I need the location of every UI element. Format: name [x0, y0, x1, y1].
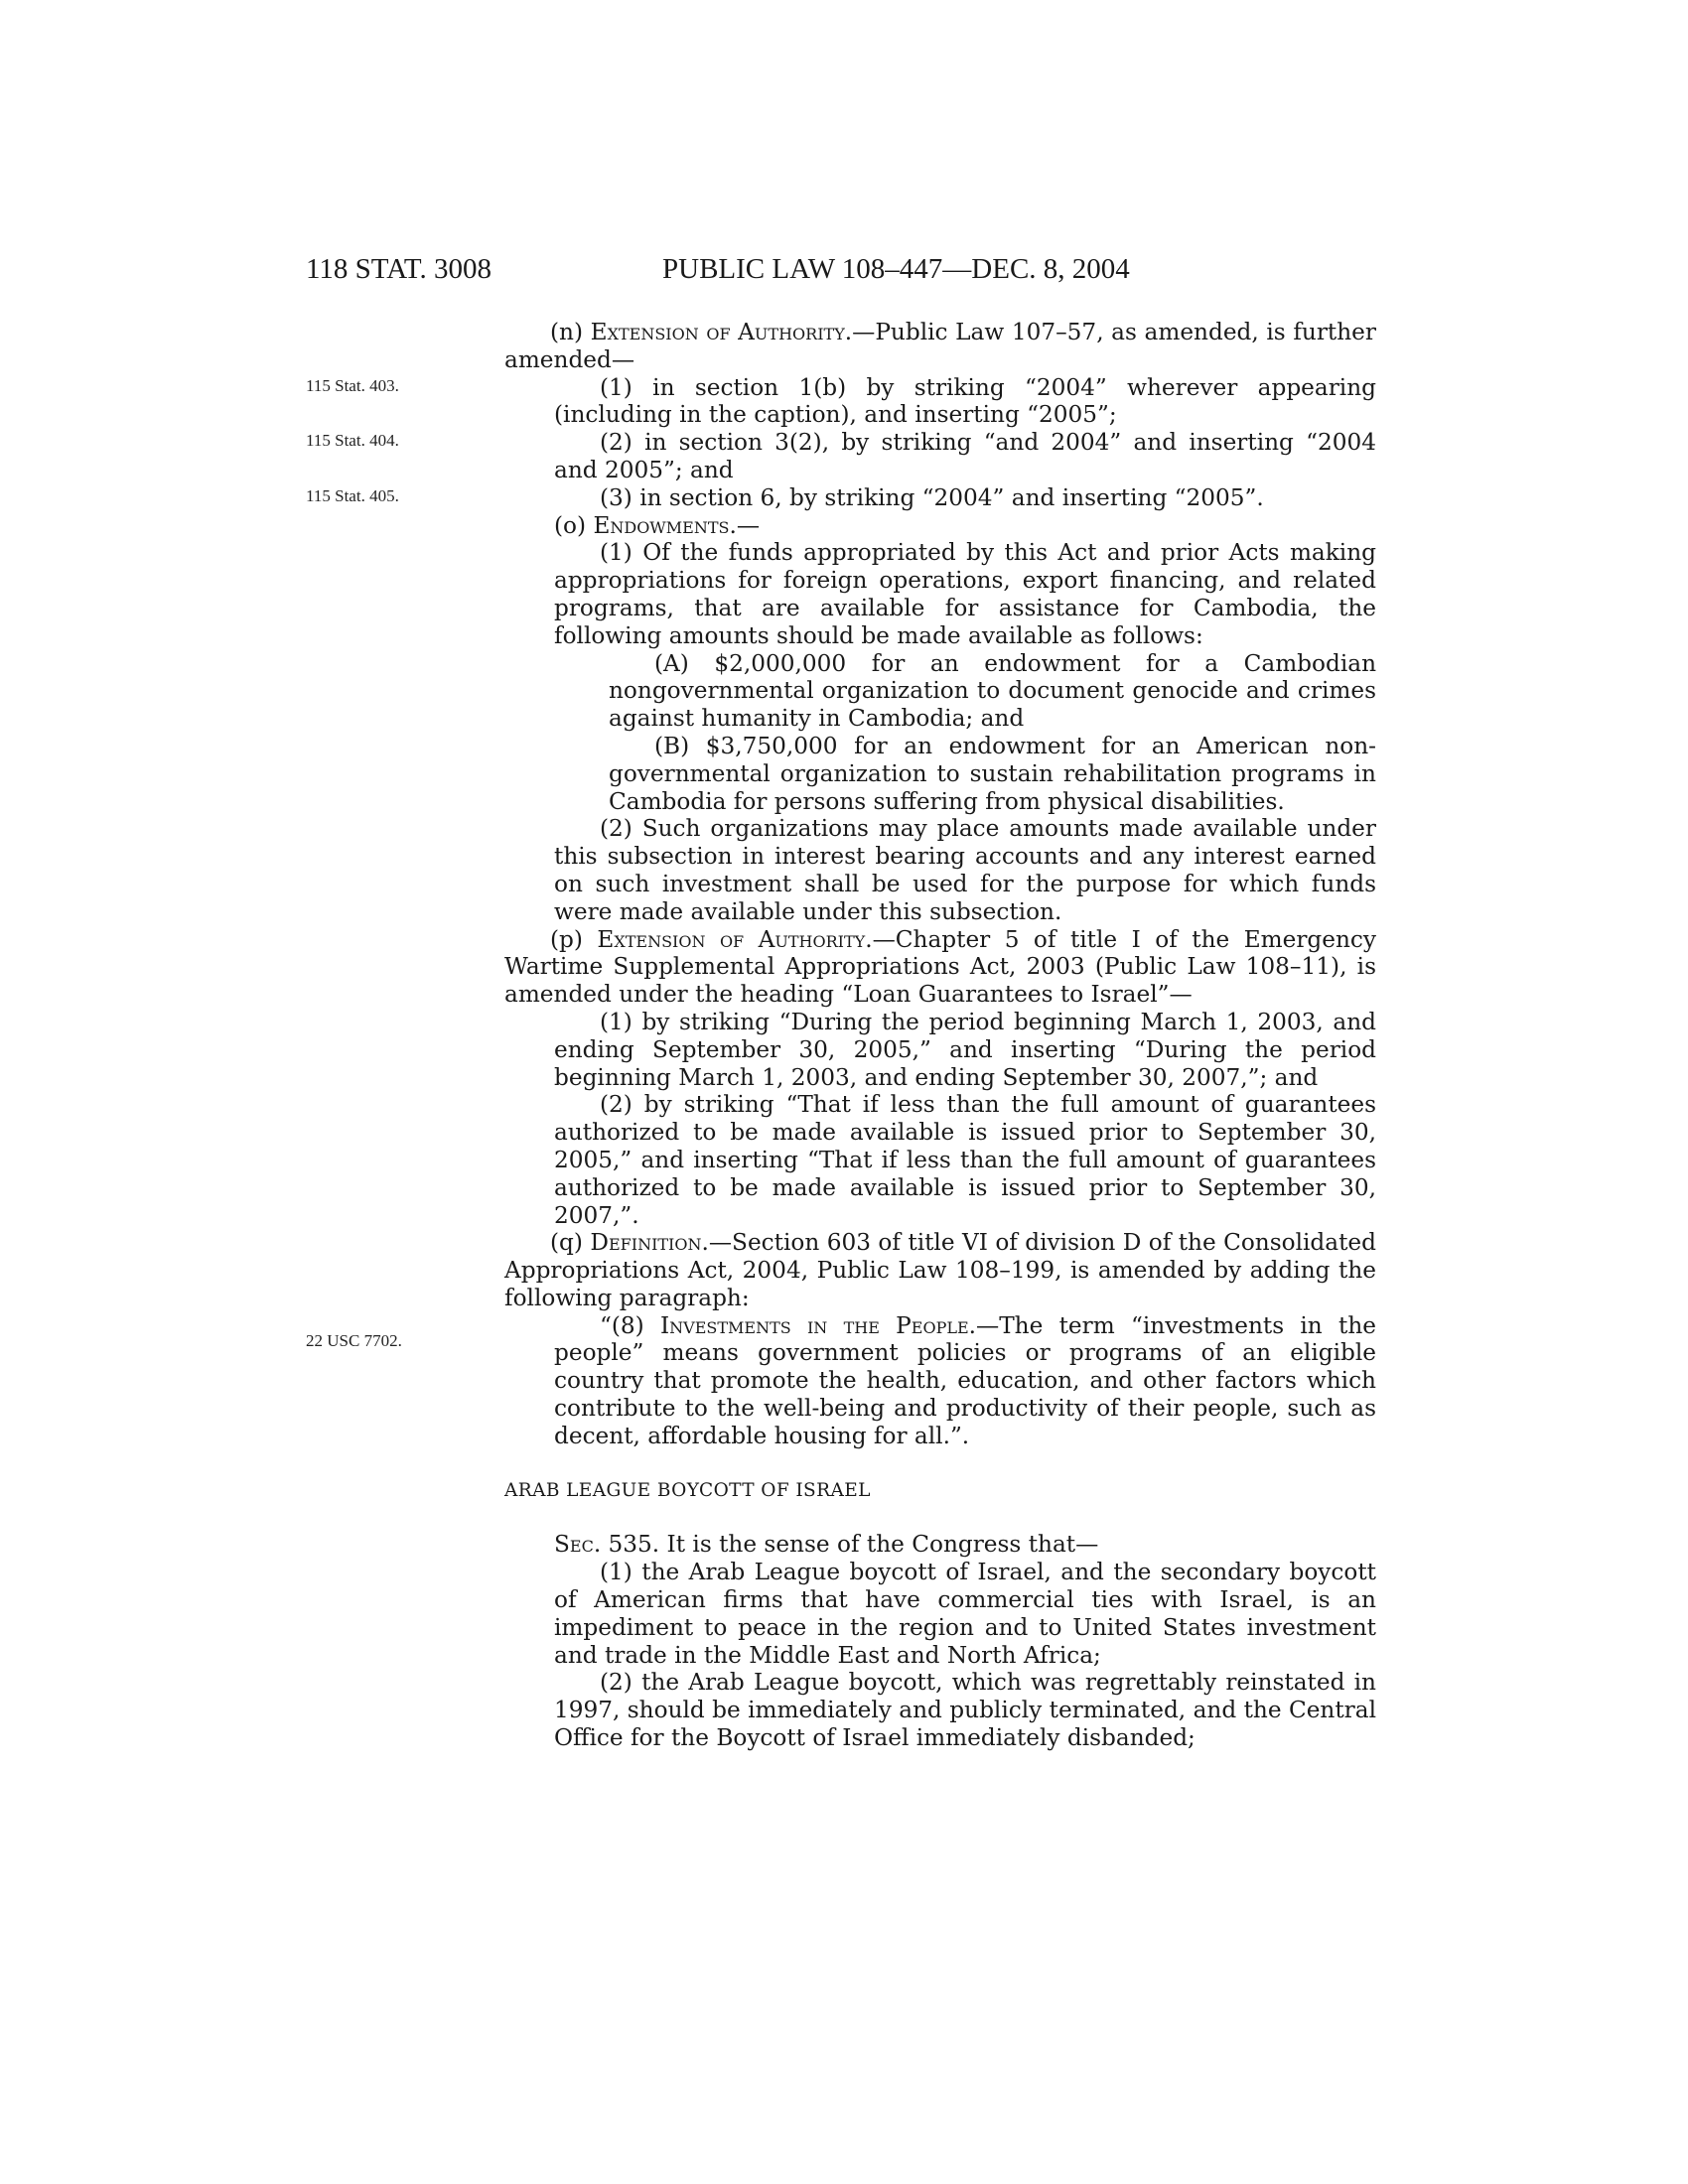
margin-note: 22 USC 7702. [306, 1331, 402, 1350]
subsection-text: .— [729, 511, 761, 539]
running-title: PUBLIC LAW 108–447—DEC. 8, 2004 [662, 253, 1130, 285]
subsection-label: (o) [554, 511, 594, 539]
section-text: . 535. It is the sense of the Congress that— [593, 1531, 1099, 1559]
paragraph-o1: (1) Of the funds appropriated by this Act and prior Acts making appropriations for foreign operations, export financing, and related programs, that are available for assistance for Cambodia, the following amounts should be made available as follows: [554, 539, 1376, 649]
subparagraph-o1A: (A) $2,000,000 for an endowment for a Cambodian nongovernmental organization to document genocide and crimes against humanity in Cambodia; and [609, 649, 1376, 733]
paragraph-o2: (2) Such organizations may place amounts made available under this subsection in interest bearing accounts and any interest earned on such investment shall be used for the purpose for which funds were made available under this subsection. [554, 815, 1376, 925]
paragraph-q8 [504, 1312, 1376, 1450]
stat-page-number: 118 STAT. 3008 [306, 253, 492, 285]
subsection-label: (q) [550, 1229, 591, 1257]
paragraph-535-1: (1) the Arab League boycott of Israel, and the secondary boycott of American firms that have commercial ties with Israel, is an impediment to peace in the region and to United States investment and trade in the Middle East and North Africa; [554, 1559, 1376, 1669]
margin-note: 115 Stat. 404. [306, 431, 399, 450]
subsection-q [504, 1229, 1376, 1311]
paragraph-p2: (2) by striking “That if less than the full amount of guarantees authorized to be made available is issued prior to September 30, 2005,” and inserting “That if less than the full amount of guarantees authorized to be made available is issued prior to September 30, 2007,”. [554, 1091, 1376, 1229]
section-label: Sec [554, 1531, 594, 1559]
subparagraph-o1B: (B) $3,750,000 for an endowment for an American non-governmental organization to sustain rehabilitation programs in Cambodia for persons suffering from physical disabilities. [609, 732, 1376, 815]
subsection-n [504, 319, 1376, 374]
margin-note: 115 Stat. 405. [306, 486, 399, 505]
subsection-heading: Definition [590, 1229, 702, 1257]
page-header [0, 249, 1688, 289]
paragraph-n2: (2) in section 3(2), by striking “and 2004” and inserting “2004 and 2005”; and [554, 429, 1376, 483]
subsection-heading: Endowments [593, 511, 730, 539]
paragraph-label: “(8) [600, 1311, 660, 1339]
paragraph-text: .—The term “investments in the people” means government policies or programs of an eligible country that promote the health, education, and other factors which contribute to the well-being and productivity of their people, such as decent, affordable housing for all.”. [554, 1311, 1376, 1449]
subsection-heading: Extension of Authority [590, 319, 845, 345]
paragraph-n1: (1) in section 1(b) by striking “2004” wherever appearing (including in the caption), and inserting “2005”; [554, 373, 1376, 429]
subsection-heading: Extension of Authority [597, 925, 866, 953]
subsection-text: .—Public Law 107–57, as amended, is further amended— [504, 319, 1376, 373]
subsection-o [504, 512, 1376, 540]
paragraph-heading: Investments in the People [659, 1311, 969, 1339]
section-heading: ARAB LEAGUE BOYCOTT OF ISRAEL [504, 1479, 871, 1501]
paragraph-n3: (3) in section 6, by striking “2004” and inserting “2005”. [600, 483, 1264, 511]
margin-note: 115 Stat. 403. [306, 376, 399, 395]
law-text [504, 319, 1376, 1752]
paragraph-535-2: (2) the Arab League boycott, which was regrettably reinstated in 1997, should be immediately and publicly terminated, and the Central Office for the Boycott of Israel immediately disbanded; [554, 1669, 1376, 1752]
section-535 [504, 1531, 1376, 1559]
subsection-text: .—Chapter 5 of title I of the Emergency Wartime Supplemental Appropriations Act, 2003 (Public Law 108–11), is amended under the heading “Loan Guarantees to Israel”— [504, 925, 1376, 1009]
subsection-text: .—Section 603 of title VI of division D of the Consolidated Appropriations Act, 2004, Public Law 108–199, is amended by adding the following paragraph: [504, 1229, 1376, 1311]
subsection-label: (n) [550, 319, 591, 345]
subsection-label: (p) [550, 925, 598, 953]
subsection-p [504, 926, 1376, 1009]
paragraph-p1: (1) by striking “During the period beginning March 1, 2003, and ending September 30, 2005,” and inserting “During the period beginning March 1, 2003, and ending September 30, 2007,”; and [554, 1008, 1376, 1091]
